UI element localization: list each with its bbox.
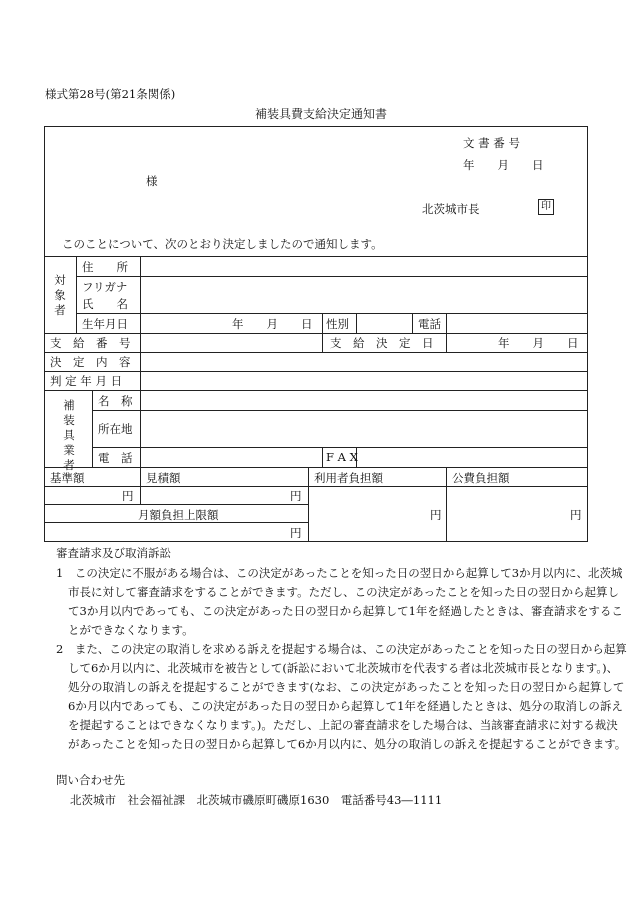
vendor-location-label: 所在地: [98, 422, 133, 436]
rule: [44, 256, 588, 257]
target-person-label: 対象者: [54, 273, 66, 317]
public-burden-label: 公費負担額: [452, 471, 510, 485]
vendor-name-label: 名 称: [98, 394, 133, 408]
frame-top: [44, 126, 588, 127]
rule: [44, 486, 588, 487]
rule: [140, 467, 141, 504]
rule: [44, 390, 588, 391]
rule: [322, 313, 323, 352]
rule: [92, 410, 588, 411]
vendor-label: 補装具業者: [63, 398, 75, 472]
rule: [76, 313, 588, 314]
vendor-phone-label: 電 話: [98, 451, 133, 465]
document-title: 補装具費支給決定通知書: [255, 107, 388, 121]
phone-label: 電話: [418, 317, 441, 331]
rule: [44, 371, 588, 372]
form-number: 様式第28号(第21条関係): [45, 87, 176, 101]
support-date-label: 支 給 決 定 日: [330, 336, 434, 350]
user-burden-label: 利用者負担額: [314, 471, 383, 485]
gender-label: 性別: [326, 317, 349, 331]
yen-unit: 円: [430, 508, 442, 522]
rule: [44, 352, 588, 353]
base-amount-label: 基準額: [50, 471, 85, 485]
support-number-label: 支 給 番 号: [50, 336, 131, 350]
rule: [44, 467, 588, 468]
rule: [44, 504, 308, 505]
rule: [322, 447, 323, 467]
rule: [76, 256, 77, 333]
rule: [356, 313, 357, 333]
rule: [76, 276, 588, 277]
contact-heading: 問い合わせ先: [56, 773, 125, 787]
yen-unit: 円: [290, 526, 302, 540]
rule: [412, 313, 413, 333]
judgment-date-label: 判 定 年 月 日: [50, 374, 123, 388]
rule: [140, 256, 141, 467]
rule: [92, 390, 93, 467]
addressee-suffix: 様: [146, 174, 158, 188]
doc-number-label: 文 書 番 号: [463, 136, 520, 150]
rule: [446, 313, 447, 352]
appeal-item-1: 1 この決定に不服がある場合は、この決定があったことを知った日の翌日から起算して3か月以内に、北茨城市長に対して審査請求をすることができます。ただし、この決定があったことを知った日の翌日から起算して3か月以内であっても、この決定があった日の翌日から起算して1年を経過したときは、審査請求をすることができなくなります。: [56, 566, 623, 637]
furigana-label: フリガナ: [82, 280, 128, 294]
frame-bottom: [44, 541, 588, 542]
yen-unit: 円: [570, 508, 582, 522]
address-label: 住 所: [82, 260, 128, 274]
issuer-name: 北茨城市長: [422, 202, 480, 216]
yen-unit: 円: [290, 489, 302, 503]
rule: [308, 467, 309, 541]
seal-mark: 印: [538, 199, 554, 215]
appeal-heading: 審査請求及び取消訴訟: [56, 546, 171, 560]
intro-text: このことについて、次のとおり決定しましたので通知します。: [62, 237, 383, 251]
name-label: 氏 名: [82, 297, 128, 311]
contact-details: 北茨城市 社会福祉課 北茨城市磯原町磯原1630 電話番号43―1111: [70, 793, 443, 807]
rule: [92, 447, 588, 448]
appeal-item-2: 2 また、この決定の取消しを求める訴えを提起する場合は、この決定があったことを知った日の翌日から起算して6か月以内に、北茨城市を被告として(訴訟において北茨城市を代表する者は北茨城市長となります。)、処分の取消しの訴えを提起することができます(なお、この決定があったことを知った日の翌日から起算して6か月以内であっても、この決定があった日の翌日から起算して1年を経過したときは、処分の取消しの訴えを提起することはできなくなります。)。ただし、上記の審査請求をした場合は、当該審査請求に対する裁決があったことを知った日の翌日から起算して6か月以内に、処分の取消しの訴えを提起することができます。: [56, 642, 627, 751]
birthdate-label: 生年月日: [82, 317, 128, 331]
date-label: 年 月 日: [463, 158, 544, 172]
rule: [44, 333, 588, 334]
yen-unit: 円: [122, 489, 134, 503]
monthly-limit-label: 月額負担上限額: [138, 508, 219, 522]
birthdate-value: 年 月 日: [232, 317, 313, 331]
estimate-label: 見積額: [146, 471, 181, 485]
support-date-value: 年 月 日: [498, 336, 579, 350]
decision-content-label: 決 定 内 容: [50, 355, 131, 369]
fax-label: F A X: [326, 450, 358, 464]
rule: [446, 467, 447, 541]
